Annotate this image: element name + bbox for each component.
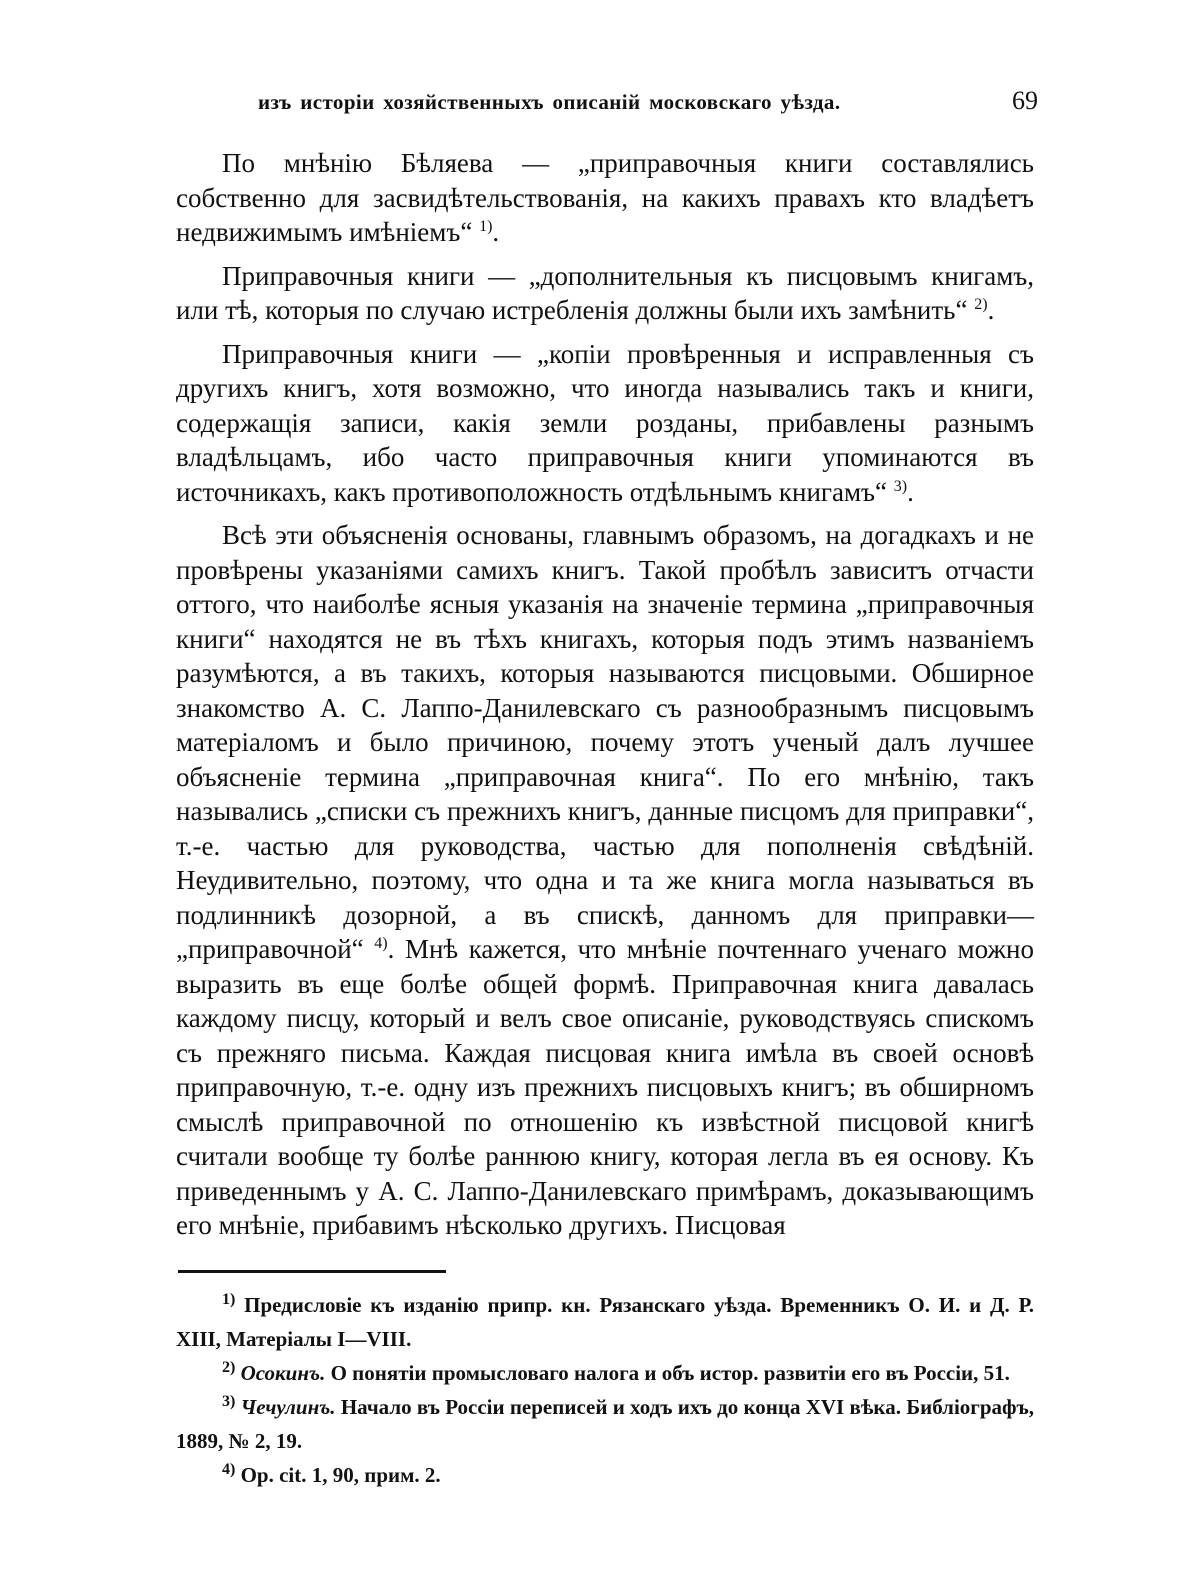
- footnote-mark: 4): [222, 1461, 236, 1478]
- footnote-divider: [178, 1270, 446, 1273]
- body-text: [176, 146, 1034, 1243]
- paragraph-text: Приправочныя книги — „копіи провѣренныя и исправленныя съ другихъ книгъ, хотя возможно, что иногда назывались такъ и книги, содержащія записи, какія земли розданы, прибавлены разнымъ владѣльцамъ, ибо часто приправочныя книги упоминаются въ источникахъ, какъ противоположность отдѣльнымъ книгамъ“: [176, 338, 1034, 507]
- paragraph-4: [176, 518, 1034, 1243]
- footnote-mark: 1): [222, 1291, 236, 1308]
- note-ref-2: 2): [974, 296, 988, 313]
- footnote-mark: 2): [222, 1359, 236, 1376]
- paragraph-text: По мнѣнію Бѣляева — „приправочныя книги составлялись собственно для засвидѣтельствованія, на какихъ правахъ кто владѣетъ недвижимымъ имѣніемъ“: [176, 148, 1034, 247]
- note-ref-1: 1): [479, 218, 493, 235]
- footnote-author: Чечулинъ.: [240, 1395, 336, 1419]
- paragraph-tail: .: [907, 476, 914, 507]
- footnote-mark: 3): [222, 1393, 236, 1410]
- footnote-3: [176, 1390, 1034, 1458]
- paragraph-3: [176, 337, 1034, 510]
- footnote-text: Предисловіе къ изданію припр. кн. Рязанскаго уѣзда. Временникъ О. И. и Д. Р. XIII, Матеріалы I—VIII.: [176, 1293, 1034, 1351]
- running-title: изъ исторіи хозяйственныхъ описаній московскаго уѣзда.: [258, 90, 841, 114]
- footnote-author: Осокинъ.: [240, 1361, 326, 1385]
- footnote-1: [176, 1288, 1034, 1356]
- paragraph-1: [176, 146, 1034, 250]
- footnote-text: О понятіи промысловаго налога и объ истор. развитіи его въ Россіи, 51.: [330, 1361, 1010, 1385]
- paragraph-text: Приправочныя книги — „дополнительныя къ писцовымъ книгамъ, или тѣ, которыя по случаю истребленія должны были ихъ замѣнить“: [176, 260, 1034, 325]
- paragraph-tail: .: [987, 295, 995, 325]
- paragraph-text: Всѣ эти объясненія основаны, главнымъ образомъ, на догадкахъ и не провѣрены указаніями самихъ книгъ. Такой пробѣлъ зависитъ отчасти оттого, что наиболѣе ясныя указанія на значеніе термина „приправочныя книги“ находятся не въ тѣхъ книгахъ, которыя подъ этимъ названіемъ разумѣются, а въ такихъ, которыя называются писцовыми. Обширное знакомство А. С. Лаппо-Данилевскаго съ разнообразнымъ писцовымъ матеріаломъ и было причиною, почему этотъ ученый далъ лучшее объясненіе термина „приправочная книга“. По его мнѣнію, такъ назывались „списки съ прежнихъ книгъ, данные писцомъ для приправки“, т.-е. частью для руководства, частью для пополненія свѣдѣній. Неудивительно, поэтому, что одна и та же книга могла называться въ подлинникѣ дозорной, а въ спискѣ, данномъ для приправки—„приправочной“: [176, 520, 1034, 964]
- footnote-4: [176, 1458, 1034, 1492]
- paragraph-2: [176, 259, 1034, 328]
- paragraph-tail: . Мнѣ кажется, что мнѣніе почтеннаго ученаго можно выразить въ еще болѣе общей формѣ. Приправочная книга давалась каждому писцу, который и велъ свое описаніе, руководствуясь спискомъ съ прежняго письма. Каждая писцовая книга имѣла въ своей основѣ приправочную, т.-е. одну изъ прежнихъ писцовыхъ книгъ; въ обширномъ смыслѣ приправочной по отношенію къ извѣстной писцовой книгѣ считали вообще ту болѣе раннюю книгу, которая легла въ ея основу. Къ приведеннымъ у А. С. Лаппо-Данилевскаго примѣрамъ, доказывающимъ его мнѣніе, прибавимъ нѣсколько другихъ. Писцовая: [176, 934, 1035, 1240]
- running-head: [258, 86, 1038, 116]
- footnotes: [176, 1288, 1034, 1492]
- note-ref-3: 3): [893, 477, 908, 495]
- page-number: 69: [1012, 86, 1038, 115]
- note-ref-4: 4): [374, 935, 388, 952]
- footnote-2: [176, 1356, 1034, 1390]
- paragraph-tail: .: [492, 217, 500, 247]
- footnote-text: Op. cit. 1, 90, прим. 2.: [240, 1463, 441, 1487]
- footnote-text: Начало въ Россіи переписей и ходъ ихъ до конца XVI вѣка. Библіографъ, 1889, № 2, 19.: [176, 1395, 1035, 1453]
